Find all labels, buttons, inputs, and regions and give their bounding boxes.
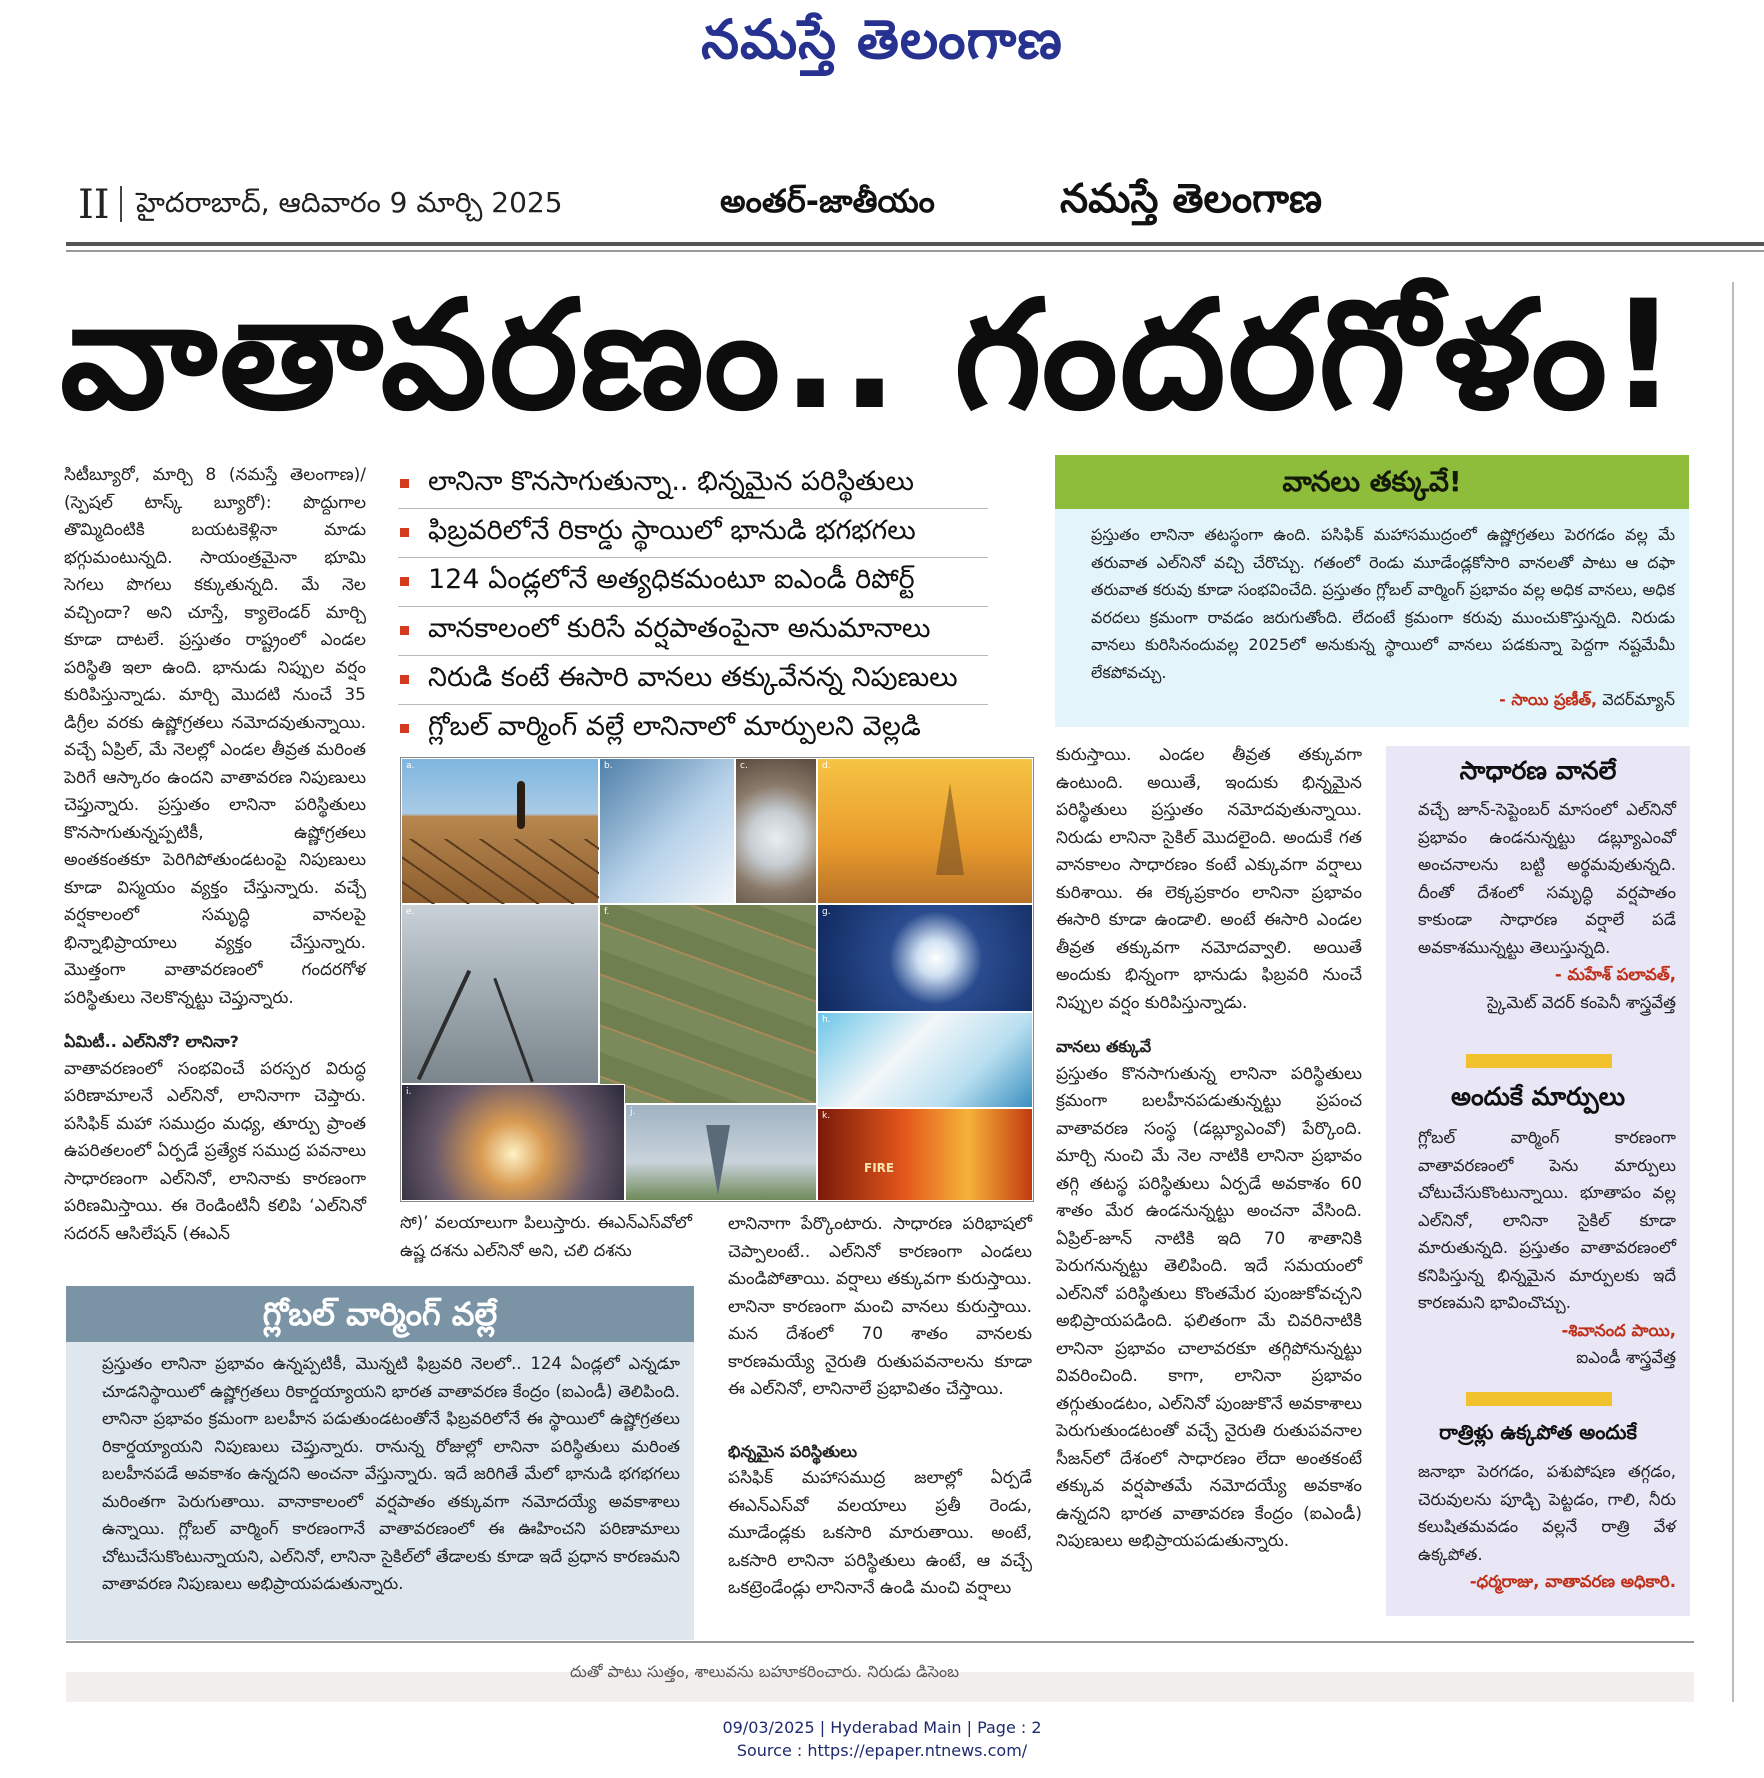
sidebar-text-normal-rain: వచ్చే జూన్-సెప్టెంబర్ మాసంలో ఎల్‌నినో ప్రభావం ఉండనున్నట్టు డబ్ల్యూఎంవో అంచనాలను బట్టి అర్థమవుతున్నది. దీంతో దేశంలో సమృద్ధి వర్షపాతం కాకుండా సాధారణ వర్షాలే పడే అవకాశమున్నట్టు తెలుస్తున్నది. - మహేశ్ పలావత్, స్కైమెట్ వెదర్ కంపెనీ శాస్త్రవేత్త — [1418, 800, 1676, 1012]
bullet-square-icon — [400, 626, 409, 635]
bottom-rule — [66, 1641, 1694, 1643]
sidebar-heading-normal-rain: సాధారణ వానలే — [1459, 756, 1617, 785]
header-rule-thin — [66, 250, 1764, 252]
next-article-strip — [66, 1662, 1694, 1702]
article-body-mid: లానినాగా పేర్కొంటారు. సాధారణ పరిభాషలో చెప్పాలంటే.. ఎల్‌నినో కారణంగా ఎండలు మండిపోతాయి. వర్షాలు తక్కువగా కురుస్తాయి. లానినా కారణంగా మంచి వానలు కురుస్తాయి. మన దేశంలో 70 శాతం వానలకు కారణమయ్యే నైరుతి రుతుపవనాలను కూడా ఈ ఎల్‌నినో, లానినాలే ప్రభావితం చేస్తాయి. — [728, 1214, 1032, 1399]
article-intro: సిటీబ్యూరో, మార్చి 8 (నమస్తే తెలంగాణ)/ (స్పెషల్ టాస్క్ బ్యూరో): పొద్దుగాల తొమ్మిదింటికి బయటకెళ్లినా మాడు భగ్గుమంటున్నది. సాయంత్రమైనా భూమి సెగలు పొగలు కక్కుతున్నది. మే నెల వచ్చిందా? అని చూస్తే, క్యాలెండర్ మార్చి కూడా దాటలే. ప్రస్తుతం రాష్ట్రంలో ఎండల పరిస్థితి ఇలా ఉంది. భానుడు నిప్పుల వర్షం కురిపిస్తున్నాడు. మార్చి మొదటి నుంచే 35 డిగ్రీల వరకు ఉష్ణోగ్రతలు నమోదవుతున్నాయి. వచ్చే ఏప్రిల్, మే నెలల్లో ఎండల తీవ్రత మరింత పెరిగే ఆస్కారం ఉందని వాతావరణ నిపుణులు చెప్తున్నారు. ప్రస్తుతం లానినా పరిస్థితులు కొనసాగుతున్నప్పటికీ, ఉష్ణోగ్రతలు అంతకంతకూ పెరిగిపోతుండటంపై నిపుణులు కూడా విస్మయం వ్యక్తం చేస్తున్నారు. వచ్చే వర్షకాలంలో సమృద్ధి వానలపై భిన్నాభిప్రాయాలు వ్యక్తం చేస్తున్నారు. మొత్తంగా వాతావరణంలో గందరగోళ పరిస్థితులు నెలకొన్నట్టు చెప్తున్నారు. — [64, 465, 366, 1008]
sidebar-heading-night-heat: రాత్రిళ్లు ఉక్కపోత అందుకే — [1439, 1420, 1637, 1444]
highlight-item: లానినా కొనసాగుతున్నా.. భిన్నమైన పరిస్థితులు — [398, 460, 988, 509]
sidebar-text-changes: గ్లోబల్ వార్మింగ్ కారణంగా వాతావరణంలో పెను మార్పులు చోటుచేసుకొంటున్నాయి. భూతాపం వల్ల ఎల్‌నినో, లానినా సైకిల్ కూడా మారుతున్నది. ప్రస్తుతం వాతావరణంలో కనిపిస్తున్న భిన్నమైన మార్పులకు ఇదే కారణమని భావించొచ్చు. -శివానంద పాయి, ఐఎండీ శాస్త్రవేత్త — [1418, 1128, 1676, 1367]
dateline: హైదరాబాద్, ఆదివారం 9 మార్చి 2025 — [136, 186, 563, 219]
article-body-3: కురుస్తాయి. ఎండల తీవ్రత తక్కువగా ఉంటుంది. అయితే, ఇందుకు భిన్నమైన పరిస్థితులు ప్రస్తుతం నమోదవుతున్నాయి. నిరుడు లానినా సైకిల్ మొదలైంది. అందుకే గత వానకాలం సాధారణం కంటే ఎక్కువగా వర్షాలు కురిశాయి. ఈ లెక్కప్రకారం లానినా ప్రభావం ఈసారి కూడా ఉండాలి. అంటే ఈసారి ఎండల తీవ్రత తక్కువగా నమోదవ్వాలి. అయితే అందుకు భిన్నంగా భానుడు ఫిబ్రవరి నుంచే నిప్పుల వర్షం కురిపిస్తున్నాడు. — [1056, 745, 1362, 1013]
photo-cracked-road: e. — [401, 904, 599, 1084]
global-warming-title: గ్లోబల్ వార్మింగ్ వల్లే — [66, 1286, 694, 1342]
climate-photo-collage — [400, 757, 1034, 1202]
highlights-list — [398, 460, 988, 753]
highlight-item: నిరుడి కంటే ఈసారి వానలు తక్కువేనన్న నిపుణులు — [398, 656, 988, 705]
photo-drought-land: a. — [401, 758, 599, 904]
header-rule — [66, 242, 1764, 246]
photo-wildfire: k. FIRE — [817, 1108, 1033, 1201]
photo-ocean-map: h. — [817, 1012, 1033, 1108]
bullet-square-icon — [400, 577, 409, 586]
highlight-item: వానకాలంలో కురిసే వర్షపాతంపైనా అనుమానాలు — [398, 607, 988, 656]
header-divider — [120, 186, 122, 222]
subhead-different-conditions: భిన్నమైన పరిస్థితులు — [728, 1441, 858, 1461]
global-warming-box — [66, 1286, 694, 1640]
subhead-elnino: ఏమిటీ.. ఎల్‌నినో? లానినా? — [64, 1032, 239, 1051]
bullet-square-icon — [400, 675, 409, 684]
photo-flooded-fields: f. — [599, 904, 817, 1104]
box-title-less-rain: వానలు తక్కువే! — [1055, 455, 1689, 509]
article-column-1 — [64, 462, 366, 1248]
expert-box-less-rain — [1055, 455, 1689, 727]
sidebar-divider — [1466, 1392, 1612, 1406]
photo-snow-mountain: b. — [599, 758, 735, 904]
highlight-item: గ్లోబల్ వార్మింగ్ వల్లే లానినాలో మార్పులని వెల్లడి — [398, 705, 988, 753]
page-edge-rule — [1732, 282, 1734, 1702]
bullet-square-icon — [400, 528, 409, 537]
subhead-less-rain: వానలు తక్కువే — [1056, 1037, 1152, 1056]
main-headline: వాతావరణం.. గందరగోళం! — [60, 269, 1680, 443]
photo-hailstones: c. — [735, 758, 817, 904]
global-warming-text: ప్రస్తుతం లానినా ప్రభావం ఉన్నప్పటికీ, మొన్నటి ఫిబ్రవరి నెలలో.. 124 ఏండ్లలో ఎన్నడూ చూడనిస్థాయిలో ఉష్ణోగ్రతలు రికార్డయ్యాయని భారత వాతావరణ కేంద్రం (ఐఎండీ) తెలిపింది. లానినా ప్రభావం క్రమంగా బలహీన పడుతుండటంతోనే ఫిబ్రవరిలోనే ఈ స్థాయిలో ఉష్ణోగ్రతలు రికార్డయ్యాయని నిపుణులు చెప్తున్నారు. రానున్న రోజుల్లో లానినా పరిస్థితులు మరింత బలహీనపడే అవకాశం ఉన్నదని అంచనా వేస్తున్నారు. ఇదే జరిగితే మేలో భానుడి భగభగలు మరింతగా పెరుగుతాయి. వానాకాలంలో వర్షపాతం తక్కువగా నమోదయ్యే అవకాశాలు ఉన్నాయి. గ్లోబల్ వార్మింగ్ కారణంగానే వాతావరణంలో ఈ ఊహించని పరిణామాలు చోటుచేసుకొంటున్నాయని, ఎల్‌నినో, లానినా సైకిల్‌లో తేడాలకు కూడా ఇదే ప్రధాన కారణమని వాతావరణ నిపుణులు అభిప్రాయపడుతున్నారు. — [102, 1354, 680, 1593]
footer-source: Source : https://epaper.ntnews.com/ — [736, 1741, 1028, 1760]
sidebar-text-night-heat: జనాభా పెరగడం, పశుపోషణ తగ్గడం, చెరువులను పూడ్చి పెట్టడం, గాలి, నీరు కలుషితమవడం వల్లనే రాత్రి వేళ ఉక్కపోత. -ధర్మరాజు, వాతావరణ అధికారి. — [1418, 1462, 1676, 1591]
highlight-item: 124 ఏండ్లలోనే అత్యధికమంటూ ఐఎండీ రిపోర్ట్ — [398, 558, 988, 607]
section-title: అంతర్-జాతీయం — [720, 182, 935, 220]
fire-sign-text: FIRE — [864, 1161, 895, 1175]
next-article-text: దుతో పాటు సుత్తం, శాలువను బహూకరించారు. నిరుడు డిసెంబ — [570, 1662, 960, 1681]
bullet-square-icon — [400, 724, 409, 733]
photo-heat-paris: d. — [817, 758, 1033, 904]
footer-edition: 09/03/2025 | Hyderabad Main | Page : 2 — [722, 1718, 1042, 1737]
article-column-3 — [1056, 742, 1362, 1556]
box-signature: - సాయి ప్రణీత్, వెదర్‌మ్యాన్ — [1499, 690, 1675, 709]
article-continuation: సో)’ వలయాలుగా పిలుస్తారు. ఈఎన్ఎస్‌వోలో ఉష్ణ దశను ఎల్‌నినో అని, చలి దశను — [400, 1213, 692, 1260]
article-column-mid — [728, 1211, 1032, 1603]
photo-hurricanes-satellite: g. — [817, 904, 1033, 1012]
photo-tornado: j. — [625, 1104, 817, 1201]
article-body-1: వాతావరణంలో సంభవించే పరస్పర విరుద్ధ పరిణామాలనే ఎల్‌నినో, లానినాగా చెప్తారు. పసిఫిక్ మహా సముద్రం మధ్య, తూర్పు ప్రాంత ఉపరితలంలో ఏర్పడే ప్రత్యేక సముద్ర పవనాలు సాధారణంగా ఎల్‌నినో, లానినాకు కారణంగా పరిణమిస్తాయి. ఈ రెండింటినీ కలిపి ‘ఎల్‌నినో సదరన్ ఆసిలేషన్ (ఈఎన్ — [64, 1058, 366, 1244]
highlight-item: ఫిబ్రవరిలోనే రికార్డు స్థాయిలో భానుడి భగభగలు — [398, 509, 988, 558]
newspaper-masthead: నమస్తే తెలంగాణ — [701, 8, 1063, 71]
box-text-less-rain: ప్రస్తుతం లానినా తటస్థంగా ఉంది. పసిఫిక్ మహాసముద్రంలో ఉష్ణోగ్రతలు పెరగడం వల్ల మే తరువాత ఎల్‌నినో వచ్చి చేరొచ్చు. గతంలో రెండు మూడేండ్లకోసారి వానలతో పాటు ఆ దఫా తరువాత కరువు కూడా సంభవించేది. ప్రస్తుతం గ్లోబల్ వార్మింగ్ ప్రభావం వల్ల అధిక వానలు, అధిక వరదలు క్రమంగా రావడం జరుగుతోంది. లేదంటే క్రమంగా కరువు ముంచుకొస్తున్నది. నిరుడు వానలు కురిసినందువల్ల 2025లో అనుకున్న స్థాయిలో వానలు పడకున్నా పెద్దగా నష్టమేమీ లేకపోవచ్చు. - సాయి ప్రణీత్, వెదర్‌మ్యాన్ — [1091, 521, 1675, 714]
sidebar-heading-changes: అందుకే మార్పులు — [1450, 1082, 1626, 1111]
photo-lightning-storm: i. — [401, 1084, 625, 1201]
article-body-mid2: పసిఫిక్ మహాసముద్ర జలాల్లో ఏర్పడే ఈఎన్ఎస్‌వో వలయాలు ప్రతీ రెండు, మూడేండ్లకు ఒకసారి మారుతాయి. అంటే, ఒకసారి లానినా పరిస్థితులు ఉంటే, ఆ వచ్చే ఒకట్రెండేండ్లు లానినానే ఉండి మంచి వర్షాలు — [728, 1468, 1032, 1598]
page-number: II — [78, 182, 110, 228]
article-body-3b: ప్రస్తుతం కొనసాగుతున్న లానినా పరిస్థితులు క్రమంగా బలహీనపడుతున్నట్టు ప్రపంచ వాతావరణ సంస్థ (డబ్ల్యూఎంవో) పేర్కొంది. మార్చి నుంచి మే నెల నాటికి లానినా ప్రభావం తగ్గి తటస్థ పరిస్థితులు ఏర్పడే అవకాశం 60 శాతం మేర ఉండనున్నట్టు అంచనా వేసింది. ఏప్రిల్-జూన్ నాటికి ఇది 70 శాతానికి పెరుగనున్నట్టు తెలిపింది. ఇదే సమయంలో ఎల్‌నినో పరిస్థితులు కొంతమేర పుంజుకోవచ్చని అభిప్రాయపడింది. ఫలితంగా మే చివరినాటికి లానినా ప్రభావం చాలావరకూ తగ్గిపోనున్నట్టు వివరించింది. కాగా, లానినా ప్రభావం తగ్గుతుండటం, ఎల్‌నినో పుంజుకొనే అవకాశాలు పెరుగుతుండటంతో వచ్చే నైరుతి రుతుపవనాల సీజన్‌లో దేశంలో సాధారణం లేదా అంతకంటే తక్కువ వర్షపాతమే నమోదయ్యే అవకాశం ఉన్నదని భారత వాతావరణ కేంద్రం (ఐఎండీ) నిపుణులు అభిప్రాయపడుతున్నారు. — [1056, 1063, 1362, 1551]
masthead-small: నమస్తే తెలంగాణ — [1060, 176, 1323, 222]
sidebar-divider — [1466, 1054, 1612, 1068]
expert-quotes-sidebar — [1386, 746, 1690, 1616]
bullet-square-icon — [400, 479, 409, 488]
